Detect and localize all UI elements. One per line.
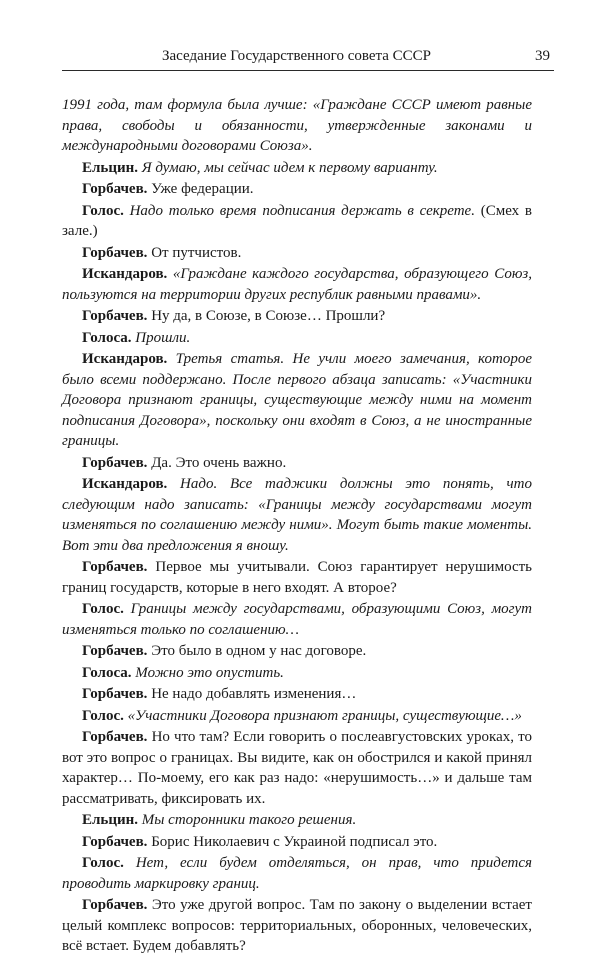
speaker: Искандаров. [82,266,168,282]
speaker: Горбачев. [82,454,148,471]
paragraph-text: Не надо добавлять изменения… [147,686,357,702]
paragraph [62,179,532,200]
paragraph-text: Прошли. [131,329,191,346]
paragraph [62,895,532,957]
paragraph-text: «Граждане каждого государства, образующего Союз, пользуются на территории других республик равными правами». [62,266,532,303]
paragraph [62,557,532,598]
paragraph [62,474,532,556]
paragraph-text: 1991 года, там формула была лучше: «Граждане СССР имеют равные права, свободы и обязанности, утвержденные законами и международными договорами Союза». [62,97,532,154]
paragraph-text: Да. Это очень важно. [147,454,287,471]
paragraph-text: Ну да, в Союзе, в Союзе… Прошли? [147,308,386,324]
paragraph-text: «Участники Договора признают границы, существующие…» [123,707,522,724]
paragraph [62,853,532,894]
speaker: Горбачев. [82,686,148,702]
paragraph [62,201,532,242]
stage-direction: (Смех в зале.) [62,202,533,239]
speaker: Горбачев. [82,244,148,261]
paragraph [62,832,532,853]
speaker: Горбачев. [82,833,148,850]
speaker: Горбачев. [82,897,148,913]
speaker: Ельцин. [82,159,139,176]
paragraph-text: Надо только время подписания держать в секрете. [123,202,475,219]
paragraph-text: Границы между государствами, образующими Союз, могут изменяться только по соглашению… [62,601,532,638]
speaker: Голоса. [82,329,132,346]
paragraph [62,810,532,831]
paragraph [62,264,532,305]
paragraph-text: Я думаю, мы сейчас идем к первому варианту. [138,159,438,176]
speaker: Горбачев. [82,559,148,575]
paragraph-text: Нет, если будем отделяться, он прав, что придется проводить маркировку границ. [62,855,532,892]
speaker: Голоса. [82,664,132,681]
paragraph-text: Но что там? Если говорить о послеавгустовских уроках, то вот это вопрос о границах. Вы видите, как он обострился и какой принял характер… По-моему, его как раз надо: «нерушимость…» и дальше там рассматривать, фиксировать их. [62,729,532,807]
speaker: Голос. [82,707,124,724]
paragraph-text: Можно это опустить. [131,664,284,681]
paragraph [62,306,532,327]
page-body [62,95,532,958]
running-title: Заседание Государственного совета СССР [162,48,432,64]
paragraph [62,158,532,179]
paragraph [62,95,532,157]
paragraph-text: Надо. Все таджики должны это понять, что следующим надо записать: «Границы между государствами могут изменяться по соглашению между ними». Могут быть такие моменты. Вот эти два предложения я вношу. [62,476,532,554]
speaker: Искандаров. [82,351,168,367]
paragraph [62,706,532,727]
running-header [62,44,554,71]
paragraph-text: От путчистов. [147,244,242,261]
speaker: Голос. [82,202,124,219]
paragraph [62,243,532,264]
paragraph-text: Это уже другой вопрос. Там по закону о выделении встает целый комплекс вопросов: территориальных, оборонных, человеческих, всё встает. Будем добавлять? [62,897,532,954]
paragraph [62,328,532,349]
speaker: Горбачев. [82,181,148,197]
speaker: Голос. [82,855,124,871]
speaker: Горбачев. [82,729,148,745]
paragraph-text: Борис Николаевич с Украиной подписал это. [147,833,438,850]
speaker: Горбачев. [82,643,148,659]
paragraph [62,684,532,705]
paragraph-text: Мы сторонники такого решения. [138,812,357,828]
paragraph [62,641,532,662]
speaker: Голос. [82,601,124,617]
paragraph-text: Уже федерации. [147,181,254,197]
paragraph-text: Первое мы учитывали. Союз гарантирует нерушимость границ государств, которые в него входят. А второе? [62,559,532,596]
page-number: 39 [535,48,550,64]
paragraph [62,349,532,452]
paragraph-text: Третья статья. Не учли моего замечания, которое было всеми поддержано. После первого абзаца записать: «Участники Договора признают границы, существующие между ними на момент подписания Договора», поскольку они входят в Союз, а не иностранные границы. [62,351,532,449]
speaker: Горбачев. [82,308,148,324]
paragraph [62,453,532,474]
paragraph-text: Это было в одном у нас договоре. [147,643,367,659]
paragraph [62,727,532,809]
paragraph [62,663,532,684]
speaker: Искандаров. [82,476,168,492]
paragraph [62,599,532,640]
speaker: Ельцин. [82,812,139,828]
